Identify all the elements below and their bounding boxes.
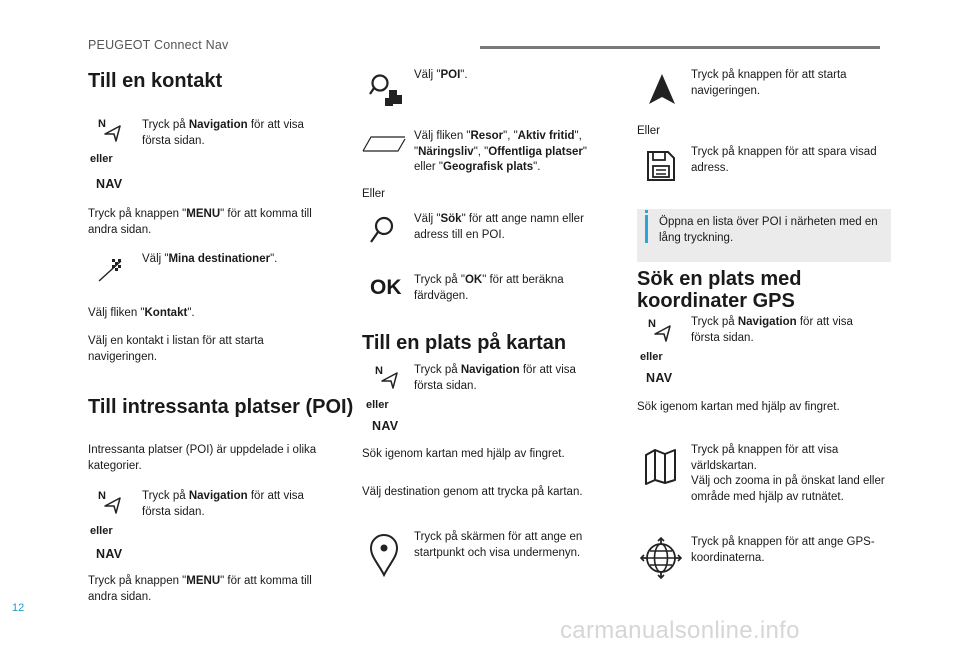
instruction-gps-coordinates: Tryck på knappen för att ange GPS-koordinaterna. [691,536,875,564]
checkered-flag-icon [97,257,123,283]
instruction-save-address: Tryck på knappen för att spara visad adress. [691,146,877,174]
instruction-search-map: Sök igenom kartan med hjälp av fingret. [637,401,840,413]
nav-n-letter: N [98,490,106,502]
poi-search-icon [368,72,406,110]
manual-header: PEUGEOT Connect Nav [88,38,229,52]
heading-till-en-kontakt: Till en kontakt [88,70,223,92]
ok-button-icon: OK [370,276,402,299]
instruction-select-contact: Välj en kontakt i listan för att starta navigeringen. [88,335,264,363]
page-number: 12 [12,602,25,614]
nav-n-letter: N [648,318,656,330]
eller-label: eller [640,351,663,363]
info-box [637,209,891,262]
instruction-menu: Tryck på knappen "MENU" för att komma till andra sidan. [88,575,312,603]
nav-button-label: NAV [646,371,673,385]
tab-icon [362,134,406,154]
map-pin-icon [368,533,400,577]
info-icon [645,215,648,243]
heading-plats-pa-kartan: Till en plats på kartan [362,332,567,354]
nav-button-label: NAV [96,177,123,191]
nav-n-letter: N [375,365,383,377]
start-navigation-arrow-icon [647,72,677,106]
instruction-navigation: Tryck på Navigation för att visa första sidan. [414,364,576,392]
instruction-start-navigation: Tryck på knappen för att starta navigeringen. [691,69,847,97]
instruction-sok: Välj "Sök" för att ange namn eller adress till en POI. [414,213,584,241]
navigation-arrow-icon [103,124,123,144]
save-floppy-icon [646,150,676,182]
instruction-ok: Tryck på "OK" för att beräkna färdvägen. [414,274,564,302]
search-icon [368,214,398,250]
heading-poi: Till intressanta platser (POI) [88,396,354,418]
navigation-arrow-icon [103,496,123,516]
world-map-icon [643,447,679,485]
nav-n-letter: N [98,118,106,130]
header-rule [480,46,880,49]
instruction-navigation: Tryck på Navigation för att visa första sidan. [691,316,853,344]
instruction-navigation: Tryck på Navigation för att visa första sidan. [142,490,304,518]
instruction-kontakt-tab: Välj fliken "Kontakt". [88,307,195,319]
info-text: Öppna en lista över POI i närheten med en lång tryckning. [659,216,878,244]
poi-intro: Intressanta platser (POI) är uppdelade i olika kategorier. [88,444,317,472]
instruction-tap-screen: Tryck på skärmen för att ange en startpunkt och visa undermenyn. [414,531,583,559]
eller-label: Eller [362,188,386,200]
eller-label: eller [366,399,389,411]
eller-label: eller [90,153,113,165]
instruction-menu: Tryck på knappen "MENU" för att komma till andra sidan. [88,208,312,236]
navigation-arrow-icon [653,324,673,344]
heading-gps: Sök en plats med koordinater GPS [637,268,802,312]
instruction-select-destination: Välj destination genom att trycka på kartan. [362,486,583,498]
instruction-mina-destinationer: Välj "Mina destinationer". [142,253,278,265]
instruction-poi: Välj "POI". [414,69,468,81]
nav-button-label: NAV [372,419,399,433]
instruction-poi-tabs: Välj fliken "Resor", "Aktiv fritid", "Näringsliv", "Offentliga platser" eller "Geografisk plats". [414,130,587,173]
navigation-arrow-icon [380,371,400,391]
eller-label: Eller [637,125,661,137]
gps-globe-icon [640,537,682,579]
instruction-world-map: Tryck på knappen för att visa världskartan. Välj och zooma in på önskat land eller område med hjälp av rutnätet. [691,444,885,503]
instruction-search-map: Sök igenom kartan med hjälp av fingret. [362,448,565,460]
eller-label: eller [90,525,113,537]
watermark: carmanualsonline.info [560,617,800,644]
nav-button-label: NAV [96,547,123,561]
instruction-navigation: Tryck på Navigation för att visa första sidan. [142,119,304,147]
